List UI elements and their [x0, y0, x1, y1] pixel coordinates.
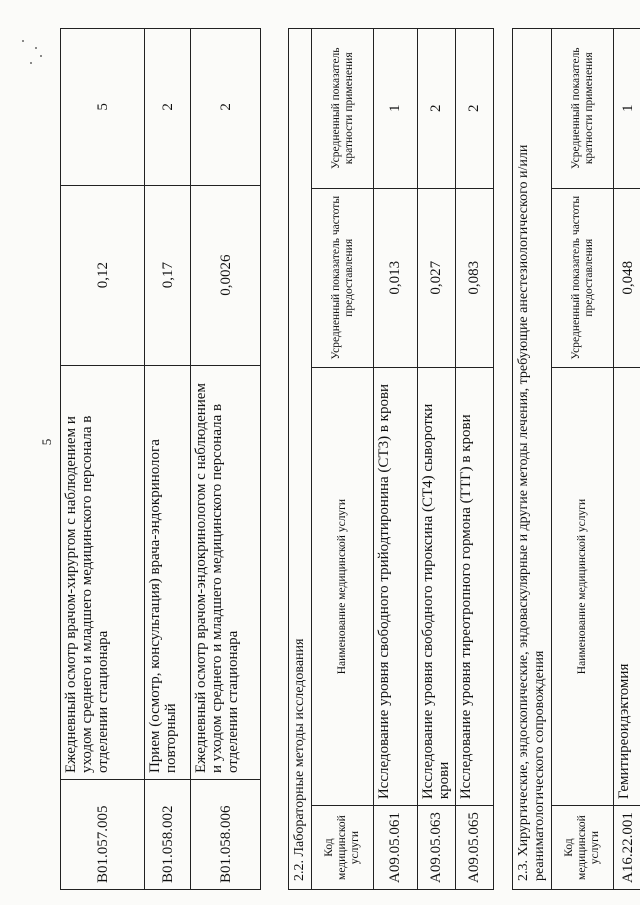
frequency-value: 0,17: [145, 185, 191, 365]
multiplicity-value: 1: [614, 29, 640, 189]
service-name: Ежедневный осмотр врачом-хирургом с наблюдением и уходом среднего и младшего медицинского персонала в отделении стационара: [61, 365, 145, 779]
column-header-frequency: Усредненный показатель частоты предоставления: [312, 188, 374, 367]
multiplicity-value: 2: [145, 29, 191, 186]
multiplicity-value: 2: [456, 29, 494, 189]
multiplicity-value: 5: [61, 29, 145, 186]
table-row: [61, 29, 145, 890]
rotated-document-body: [60, 28, 636, 890]
table-header-row: [312, 29, 374, 890]
column-header-multiplicity: Усредненный показатель кратности применения: [552, 29, 614, 189]
service-name: Прием (осмотр, консультация) врача-эндокринолога повторный: [145, 365, 191, 779]
table-lab-methods: [288, 28, 494, 890]
table-row: [614, 29, 640, 890]
column-header-frequency: Усредненный показатель частоты предоставления: [552, 188, 614, 367]
column-header-name: Наименование медицинской услуги: [552, 367, 614, 805]
table-row: [418, 29, 456, 890]
service-code: B01.058.006: [191, 780, 261, 890]
column-header-name: Наименование медицинской услуги: [312, 368, 374, 806]
column-header-code: Код медицинской услуги: [312, 806, 374, 890]
frequency-value: 0,083: [456, 188, 494, 367]
service-code: A16.22.001: [614, 806, 640, 890]
table-row: [374, 29, 418, 890]
table-row: [456, 29, 494, 890]
service-code: A09.05.065: [456, 806, 494, 890]
page-number: 5: [39, 438, 54, 446]
multiplicity-value: 2: [191, 29, 261, 186]
column-header-code: Код медицинской услуги: [552, 806, 614, 890]
service-code: A09.05.063: [418, 806, 456, 890]
frequency-value: 0,048: [614, 188, 640, 367]
service-code: A09.05.061: [374, 806, 418, 890]
frequency-value: 0,027: [418, 188, 456, 367]
frequency-value: 0,0026: [191, 185, 261, 365]
service-code: B01.057.005: [61, 780, 145, 890]
multiplicity-value: 2: [418, 29, 456, 189]
service-name: Гемитиреоидэктомия: [614, 367, 640, 805]
section-title: 2.3. Хирургические, эндоскопические, эндоваскулярные и другие методы лечения, требующие анестезиологического и/или реаниматологического сопровождения: [513, 29, 552, 890]
multiplicity-value: 1: [374, 29, 418, 189]
table-header-row: [552, 29, 614, 890]
service-name: Исследование уровня тиреотропного гормона (ТТГ) в крови: [456, 368, 494, 806]
column-header-multiplicity: Усредненный показатель кратности применения: [312, 29, 374, 189]
frequency-value: 0,013: [374, 188, 418, 367]
service-name: Ежедневный осмотр врачом-эндокринологом с наблюдением и уходом среднего и младшего медицинского персонала в отделении стационара: [191, 365, 261, 779]
table-surgical-methods: [512, 28, 640, 890]
section-title: 2.2. Лабораторные методы исследования: [289, 29, 312, 890]
table-row: [145, 29, 191, 890]
table-row: [191, 29, 261, 890]
service-name: Исследование уровня свободного трийодтиронина (СТ3) в крови: [374, 368, 418, 806]
table-continuation: [60, 28, 261, 890]
service-code: B01.058.002: [145, 780, 191, 890]
service-name: Исследование уровня свободного тироксина (СТ4) сыворотки крови: [418, 368, 456, 806]
frequency-value: 0,12: [61, 185, 145, 365]
